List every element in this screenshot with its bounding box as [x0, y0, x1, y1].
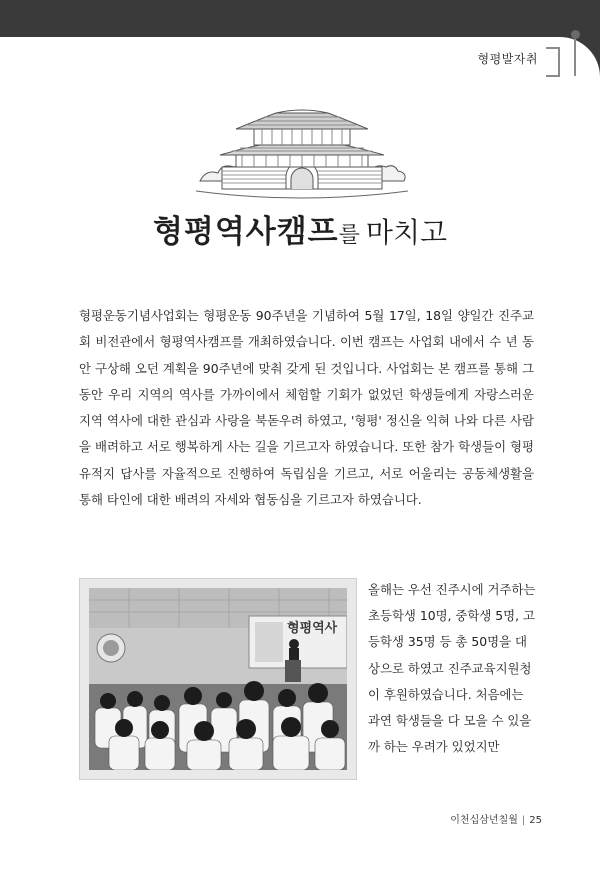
section-tag: 형평발자취: [477, 52, 538, 66]
side-paragraph: 올해는 우선 진주시에 거주하는 초등학생 10명, 중학생 5명, 고등학생 35명 등 총 50명을 대상으로 하였고 진주교육지원청이 후원하였습니다. 처음에는 과연 학생들을 다 모을 수 있을까 하는 우려가 있었지만: [368, 582, 536, 755]
page-number: 25: [529, 815, 542, 826]
fortress-gate-illustration: [192, 93, 412, 205]
publication-date: 이천십삼년칠월: [450, 815, 518, 826]
article-title-main: 형평역사캠프: [152, 214, 339, 250]
event-photo: [89, 588, 347, 770]
corner-decoration-line: [574, 36, 576, 76]
event-photo-frame: [79, 578, 357, 780]
article-title-particle: 를: [338, 223, 360, 248]
intro-paragraph: 형평운동기념사업회는 형평운동 90주년을 기념하여 5월 17일, 18일 양일간 진주교회 비전관에서 형평역사캠프를 개최하였습니다. 이번 캠프는 사업회 내에서 수 년 동안 구상해 오던 계획을 90주년에 맞춰 갖게 된 것입니다. 사업회는 본 캠프를 통해 그동안 우리 지역의 역사를 가까이에서 체험할 기회가 없었던 학생들에게 자랑스러운 지역 역사에 대한 관심과 사랑을 북돋우려 하였고, '형평' 정신을 익혀 나와 다른 사람을 배려하고 서로 행복하게 사는 길을 기르고자 하였습니다. 또한 참가 학생들이 형평유적지 답사를 자율적으로 진행하여 독립심을 기르고, 서로 어울리는 공동체생활을 통해 타인에 대한 배려의 자세와 협동심을 기르고자 하였습니다.: [79, 308, 534, 508]
footer-separator: |: [521, 815, 526, 826]
page-footer: [450, 811, 542, 826]
photo-banner-text: 형평역사: [287, 621, 338, 636]
corner-decoration-dot: [571, 30, 580, 39]
article-title-end: 마치고: [365, 216, 448, 249]
article-title: [0, 206, 600, 251]
section-tag-bracket: [546, 47, 560, 77]
